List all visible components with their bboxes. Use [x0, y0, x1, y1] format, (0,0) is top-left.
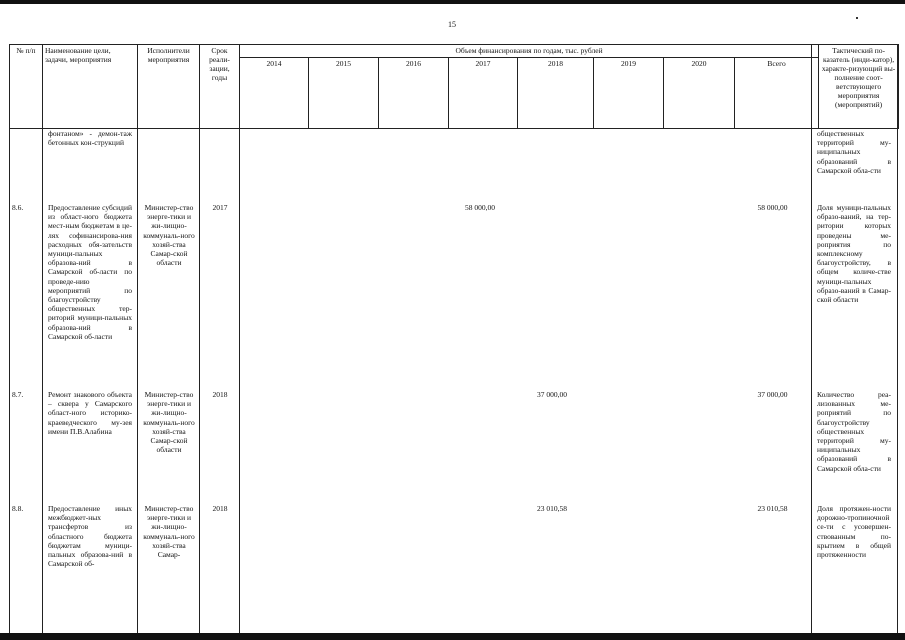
- row-number: 8.6.: [12, 203, 24, 212]
- header-year: 2020: [664, 58, 735, 129]
- table-header: [9, 44, 899, 129]
- row-amount-2017: 58 000,00: [465, 203, 495, 212]
- header-indicator: Тактический по-казатель (инди-катор), характе-ризующий вы-полнение соот-ветствующего мероприятия (мероприятий): [819, 45, 899, 129]
- row-name: Предоставление иных межбюджет-ных трансфертов из областного бюджета бюджетам муници-пальных образова-ний в Самарской об-: [48, 504, 132, 569]
- header-year: 2018: [518, 58, 594, 129]
- row-term: 2017: [212, 203, 228, 212]
- column-line: [897, 44, 898, 633]
- row-amount-2018: 23 010,58: [537, 504, 567, 513]
- header-year: 2014: [240, 58, 309, 129]
- column-line: [239, 44, 240, 633]
- row-indicator: Доля муници-пальных образо-ваний, на тер-ритории которых проведены ме-роприятия по комплексному благоустройству, в общем количе-стве муници-пальных образо-ваний в Самар-ской области: [817, 203, 891, 305]
- header-year: 2016: [379, 58, 449, 129]
- row-total: 23 010,58: [757, 504, 788, 513]
- row-term: 2018: [212, 390, 228, 399]
- header-exec: Исполнители мероприятия: [138, 45, 200, 129]
- bottom-border: [0, 633, 905, 640]
- header-year: 2019: [594, 58, 664, 129]
- row-name: Предоставление субсидий из област-ного бюджета мест-ным бюджетам в це-лях софинансирова-ния расходных обя-зательств муници-пальных образова-ний в Самарской об-ласти по проведе-нию мероприятий по благоустройству общественных тер-риторий муници-пальных образова-ний в Самарской об-ласти: [48, 203, 132, 341]
- scan-speck: [856, 17, 858, 19]
- top-border: [0, 0, 905, 4]
- row-total: 37 000,00: [757, 390, 788, 399]
- header-funding: Объем финансирования по годам, тыс. рублей: [240, 45, 819, 58]
- header-year: 2017: [449, 58, 518, 129]
- header-num: № п/п: [10, 45, 43, 129]
- row-executor: Министер-ство энерге-тики и жи-лищно-коммуналь-ного хозяй-ства Самар-ской области: [143, 203, 195, 268]
- continued-indicator: общественных территорий му-ниципальных образований в Самарской обла-сти: [817, 129, 891, 175]
- header-total: Всего: [735, 58, 819, 129]
- column-line: [42, 44, 43, 633]
- row-indicator: Количество реа-лизованных ме-роприятий по благоустройству общественных территорий му-ниципальных образований в Самарской обла-сти: [817, 390, 891, 473]
- column-line: [199, 44, 200, 633]
- header-year: 2015: [309, 58, 379, 129]
- row-number: 8.7.: [12, 390, 24, 399]
- header-term: Срок реали-зации, годы: [200, 45, 240, 129]
- column-line: [137, 44, 138, 633]
- column-line: [811, 44, 812, 633]
- row-executor: Министер-ство энерге-тики и жи-лищно-коммуналь-ного хозяй-ства Самар-ской области: [143, 390, 195, 455]
- row-total: 58 000,00: [757, 203, 788, 212]
- continued-name: фонтаном» - демон-таж бетонных кон-струкций: [48, 129, 132, 148]
- row-executor: Министер-ство энерге-тики и жи-лищно-коммуналь-ного хозяй-ства Самар-: [143, 504, 195, 560]
- row-term: 2018: [212, 504, 228, 513]
- row-amount-2018: 37 000,00: [537, 390, 567, 399]
- page-number: 15: [448, 20, 456, 29]
- column-line: [9, 44, 10, 633]
- row-indicator: Доля протяжен-ности дорожно-тропиночной се-ти с усовершен-ствованным по-крытием в общей протяженности: [817, 504, 891, 560]
- row-name: Ремонт знакового объекта – сквера у Самарского област-ного историко-краеведческого му-зея имени П.В.Алабина: [48, 390, 132, 436]
- header-name: Наименование цели, задачи, мероприятия: [43, 45, 138, 129]
- row-number: 8.8.: [12, 504, 24, 513]
